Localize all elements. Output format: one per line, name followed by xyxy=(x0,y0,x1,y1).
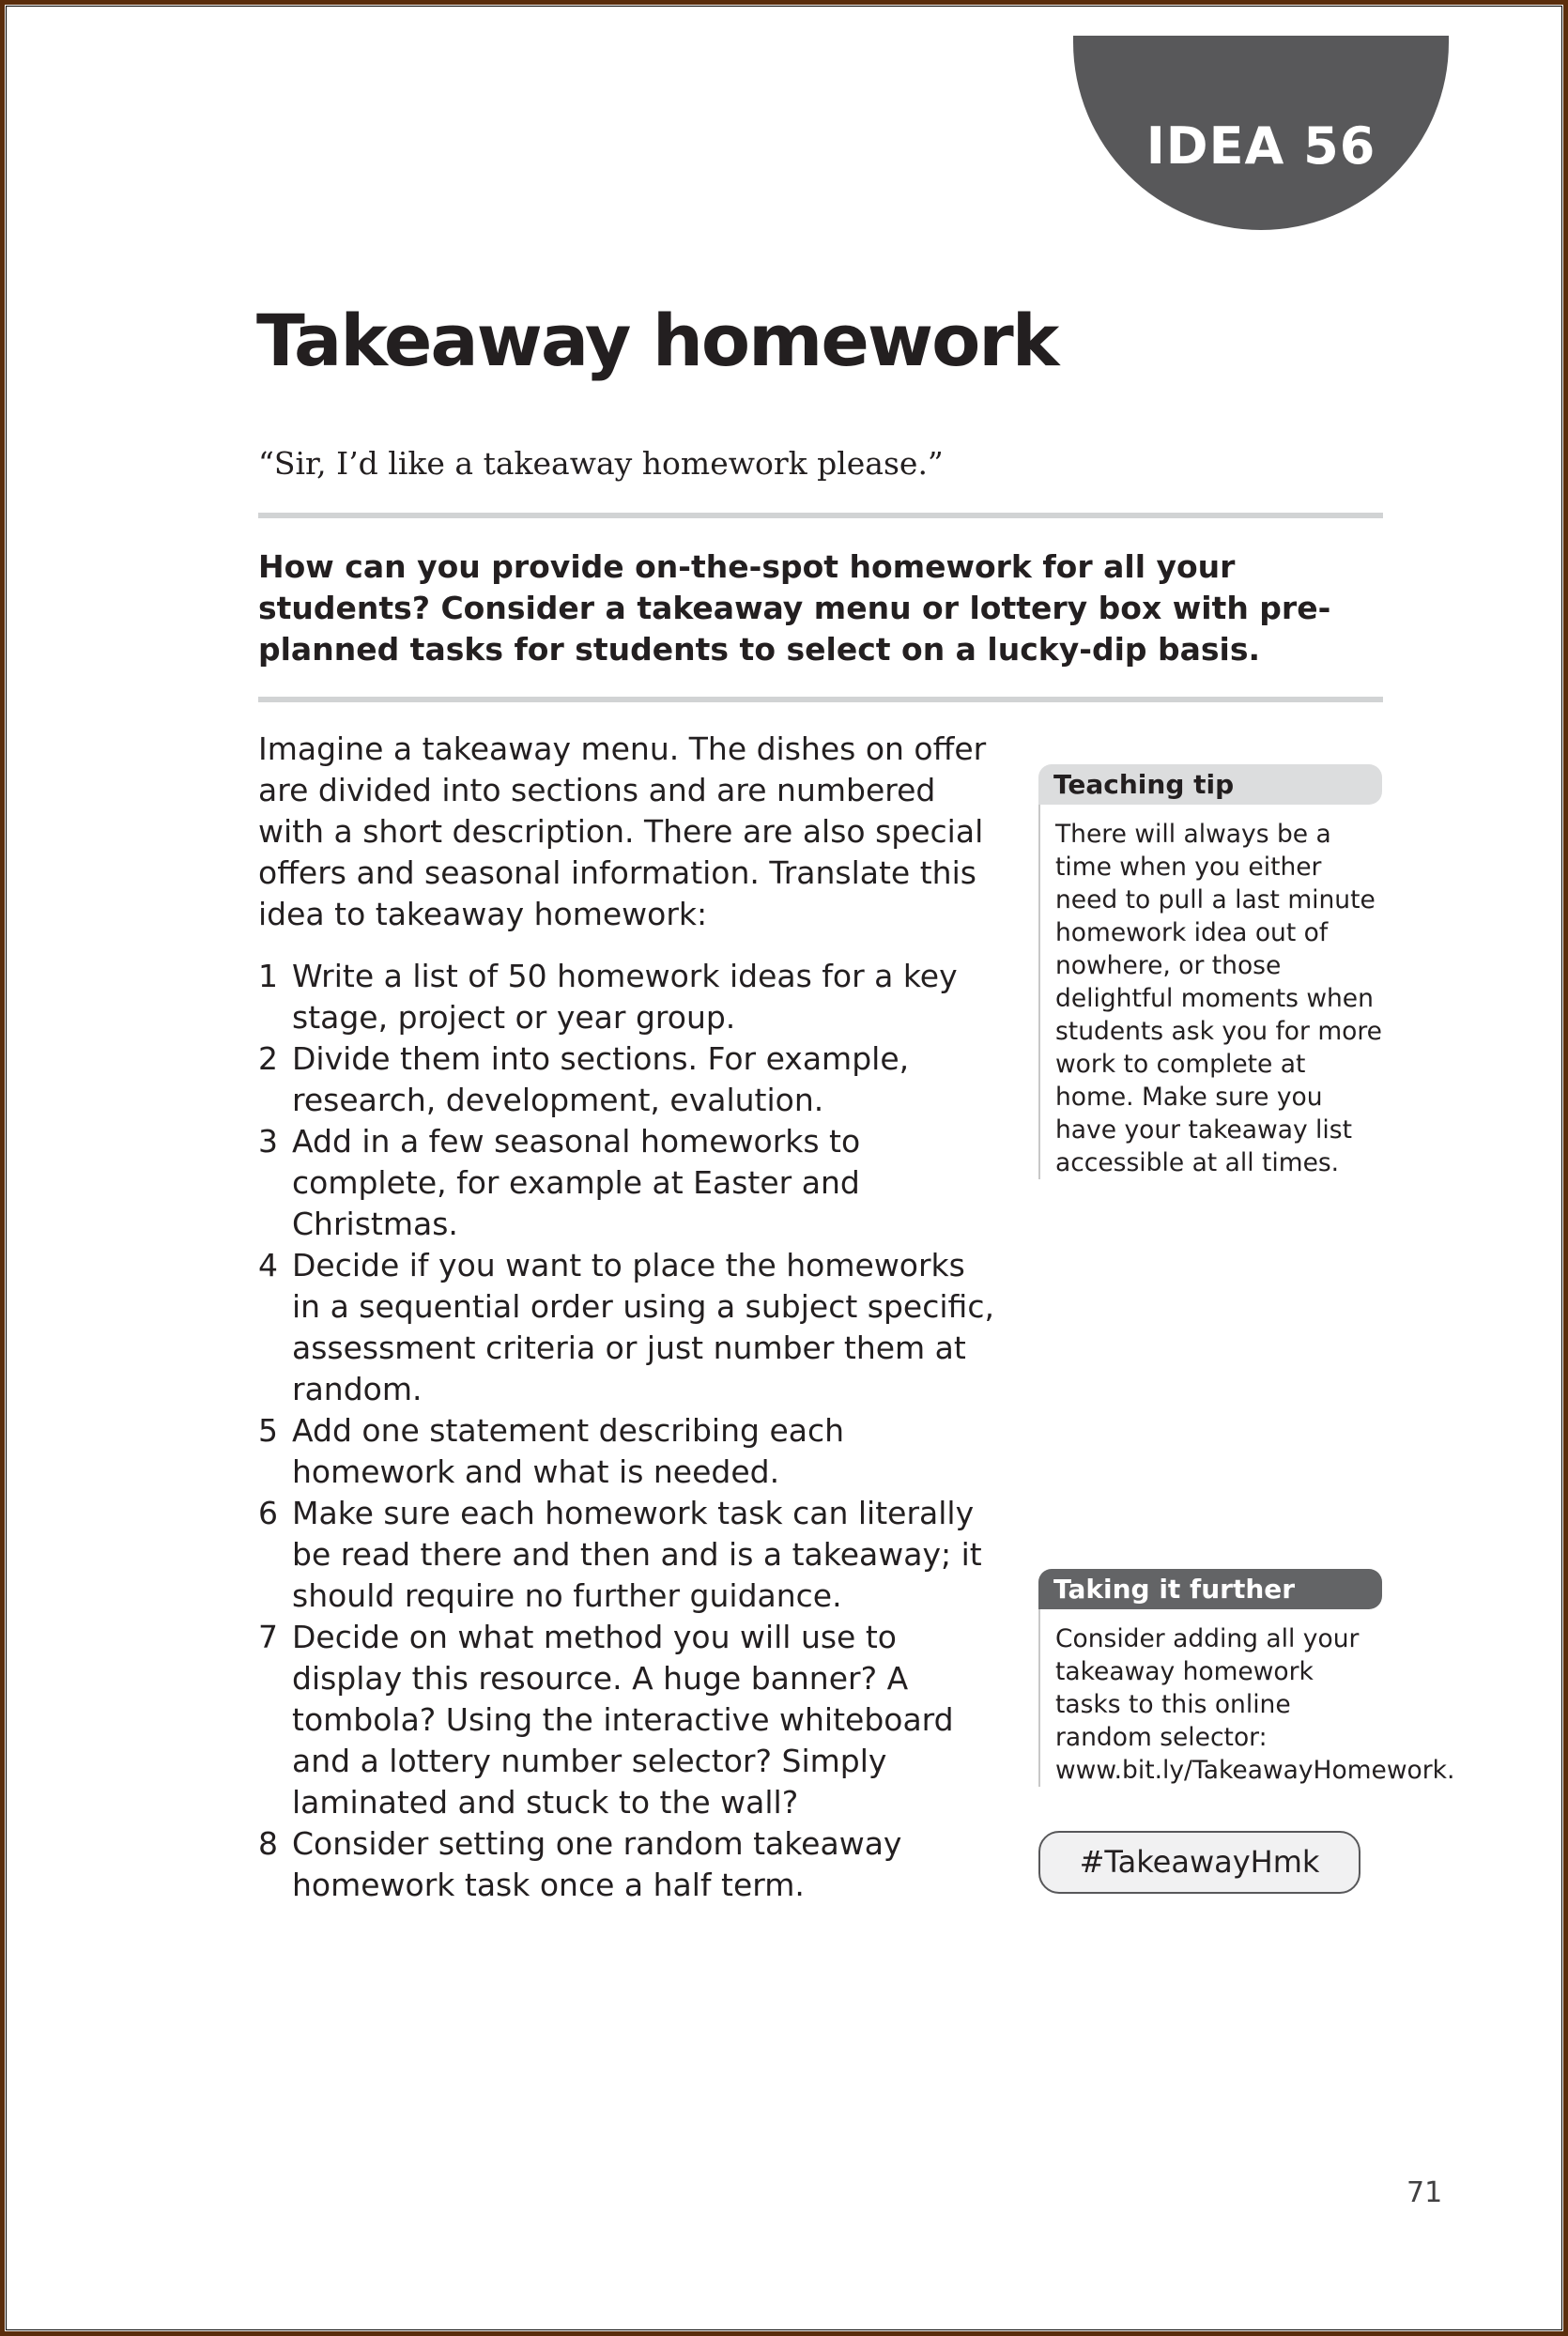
step-text: Divide them into sections. For example, research, development, evalution. xyxy=(292,1040,910,1118)
divider xyxy=(258,513,1383,518)
step-text: Make sure each homework task can literally be read there and then and is a takeaway; it should require no further guidance. xyxy=(292,1495,982,1614)
idea-number: IDEA 56 xyxy=(1145,116,1376,176)
step-text: Decide on what method you will use to display this resource. A huge banner? A tombola? Using the interactive whiteboard and a lottery number selector? Simply laminated and stuck to the wall? xyxy=(292,1619,954,1821)
list-item xyxy=(258,1121,1000,1245)
teaching-tip-box xyxy=(1038,764,1382,1179)
teaching-tip-heading: Teaching tip xyxy=(1038,764,1382,805)
list-item xyxy=(258,1823,1000,1906)
list-item xyxy=(258,1617,1000,1823)
step-text: Add in a few seasonal homeworks to complete, for example at Easter and Christmas. xyxy=(292,1123,861,1242)
list-item xyxy=(258,956,1000,1038)
intro-paragraph: Imagine a takeaway menu. The dishes on offer are divided into sections and are numbered with a short description. There are also special offers and seasonal information. Translate this idea to takeaway homework: xyxy=(258,730,987,932)
list-item xyxy=(258,1410,1000,1493)
list-item xyxy=(258,1245,1000,1410)
step-number: 7 xyxy=(258,1619,278,1655)
step-number: 8 xyxy=(258,1825,278,1862)
lead-paragraph: How can you provide on-the-spot homework for all your students? Consider a takeaway menu or lottery box with pre-planned tasks for students to select on a lucky-dip basis. xyxy=(258,548,1331,668)
step-number: 2 xyxy=(258,1040,278,1077)
page-number: 71 xyxy=(1407,2176,1443,2209)
taking-it-further-heading: Taking it further xyxy=(1038,1569,1382,1609)
quote: “Sir, I’d like a takeaway homework please.” xyxy=(258,445,944,482)
taking-it-further-box xyxy=(1038,1569,1455,1787)
step-text: Consider setting one random takeaway homework task once a half term. xyxy=(292,1825,902,1903)
step-number: 1 xyxy=(258,958,278,994)
steps-list xyxy=(258,956,1000,1906)
step-number: 4 xyxy=(258,1247,278,1283)
step-text: Add one statement describing each homework and what is needed. xyxy=(292,1412,845,1490)
step-text: Write a list of 50 homework ideas for a key stage, project or year group. xyxy=(292,958,958,1036)
divider xyxy=(258,697,1383,702)
step-text: Decide if you want to place the homeworks in a sequential order using a subject specific, assessment criteria or just number them at random. xyxy=(292,1247,994,1407)
page-title: Takeaway homework xyxy=(256,299,1058,382)
hashtag-pill: #TakeawayHmk xyxy=(1038,1831,1360,1894)
step-number: 5 xyxy=(258,1412,278,1449)
list-item xyxy=(258,1493,1000,1617)
taking-it-further-text: Consider adding all your takeaway homework tasks to this online random selector: www.bit.ly/TakeawayHomework. xyxy=(1038,1609,1382,1787)
step-number: 3 xyxy=(258,1123,278,1160)
main-body xyxy=(258,729,1000,1906)
list-item xyxy=(258,1038,1000,1121)
teaching-tip-text: There will always be a time when you either need to pull a last minute homework idea out of nowhere, or those delightful moments when students ask you for more work to complete at home. Make sure you have your takeaway list accessible at all times. xyxy=(1038,805,1382,1179)
step-number: 6 xyxy=(258,1495,278,1531)
